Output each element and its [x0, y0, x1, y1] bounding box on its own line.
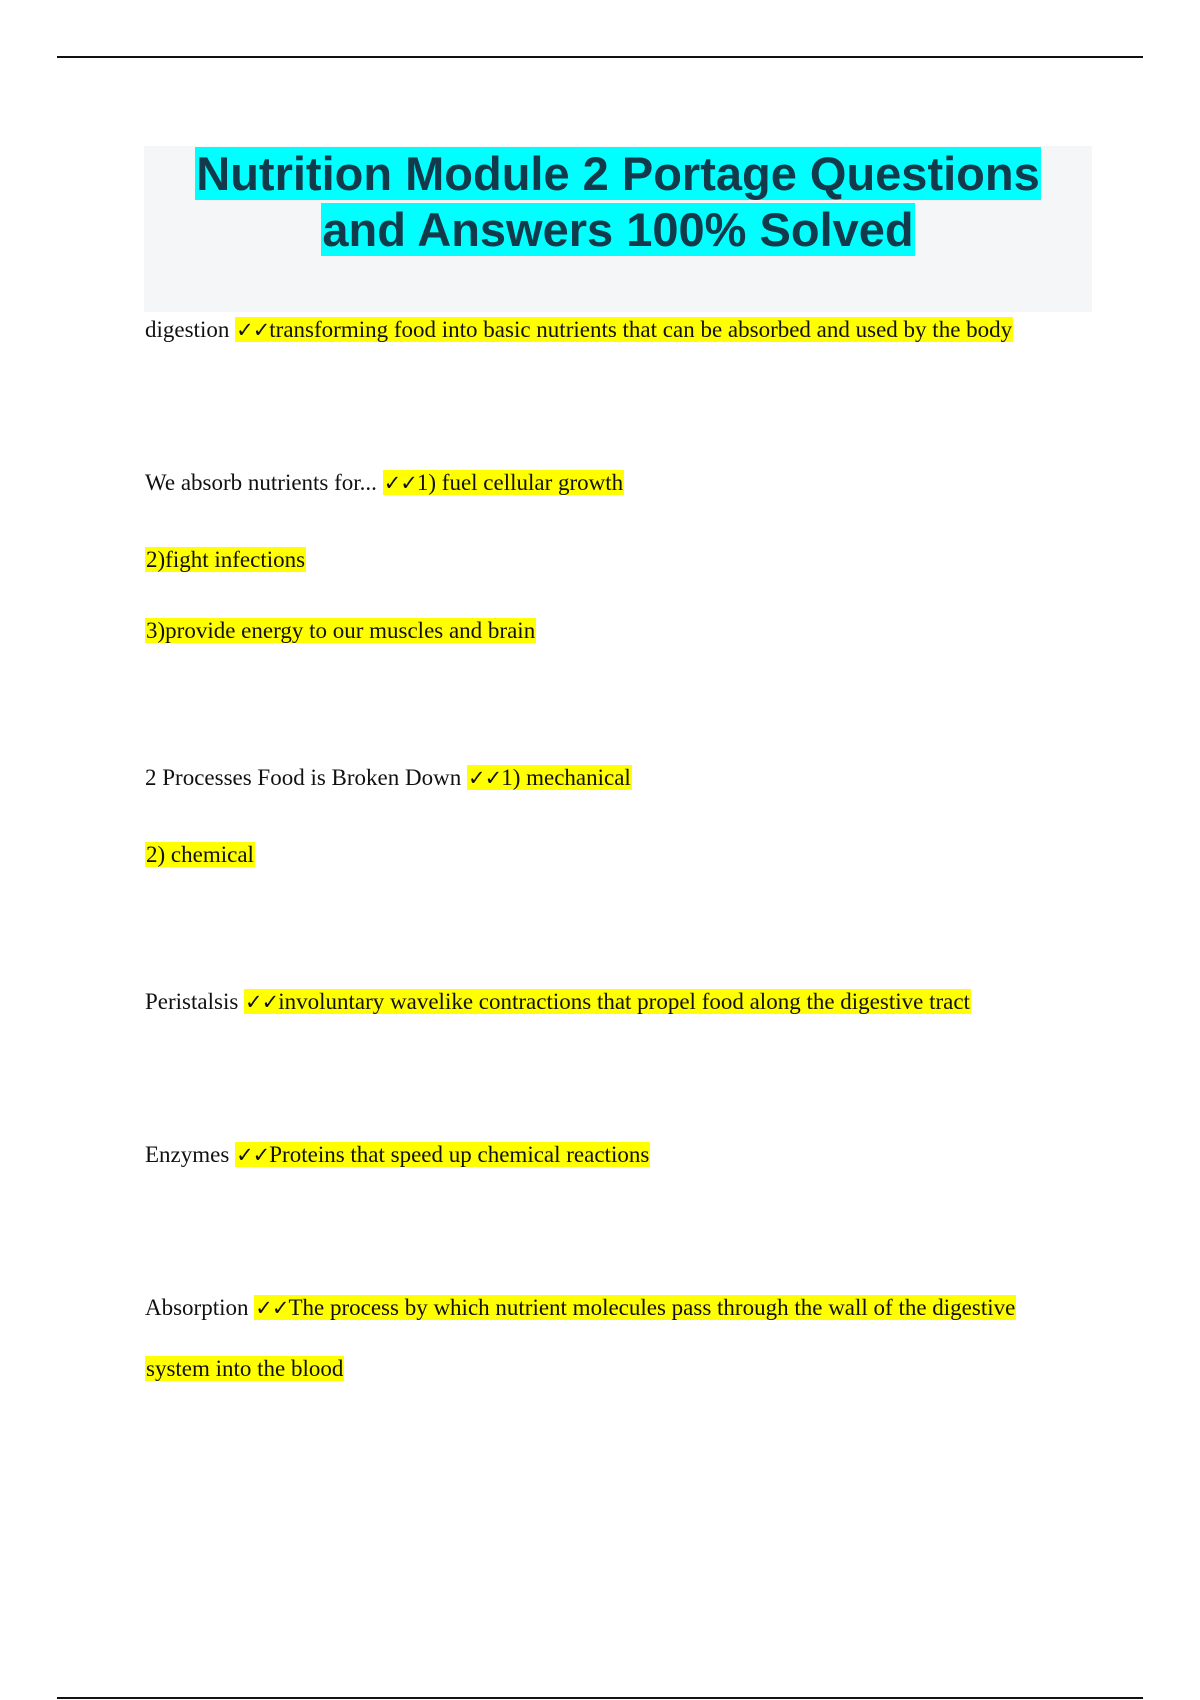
answer-continuation: system into the blood — [146, 1356, 344, 1381]
answer: ✓✓1) fuel cellular growth — [383, 470, 624, 495]
double-check-icon: ✓✓ — [383, 471, 417, 495]
term: Enzymes — [145, 1142, 230, 1167]
answer: ✓✓1) mechanical — [468, 765, 631, 790]
title-line-1: Nutrition Module 2 Portage Questions — [196, 147, 1040, 200]
bottom-rule — [57, 1697, 1143, 1699]
answer: ✓✓transforming food into basic nutrients that can be absorbed and used by the body — [236, 317, 1013, 342]
qa-item-absorption — [145, 1293, 1016, 1323]
double-check-icon: ✓✓ — [236, 1143, 270, 1167]
qa-item-enzymes — [145, 1140, 650, 1170]
qa-item-digestion — [145, 315, 1013, 345]
term: digestion — [145, 317, 230, 342]
document-title — [144, 146, 1092, 258]
answer-continuation: 2)fight infections — [146, 547, 306, 572]
answer-continuation: 2) chemical — [146, 842, 254, 867]
answer: ✓✓Proteins that speed up chemical reactions — [236, 1142, 650, 1167]
term: Absorption — [145, 1295, 249, 1320]
term: Peristalsis — [145, 989, 239, 1014]
term: We absorb nutrients for... — [145, 470, 377, 495]
answer: ✓✓The process by which nutrient molecules pass through the wall of the digestive — [255, 1295, 1016, 1320]
double-check-icon: ✓✓ — [236, 318, 270, 342]
qa-item-processes — [145, 763, 632, 793]
top-rule — [57, 56, 1143, 58]
double-check-icon: ✓✓ — [255, 1296, 289, 1320]
qa-item-absorb-nutrients — [145, 468, 624, 498]
double-check-icon: ✓✓ — [245, 990, 279, 1014]
qa-item-peristalsis — [145, 987, 971, 1017]
answer: ✓✓involuntary wavelike contractions that propel food along the digestive tract — [245, 989, 970, 1014]
title-line-2: and Answers 100% Solved — [322, 203, 914, 256]
double-check-icon: ✓✓ — [468, 766, 502, 790]
answer-continuation: 3)provide energy to our muscles and brain — [146, 618, 536, 643]
term: 2 Processes Food is Broken Down — [145, 765, 462, 790]
